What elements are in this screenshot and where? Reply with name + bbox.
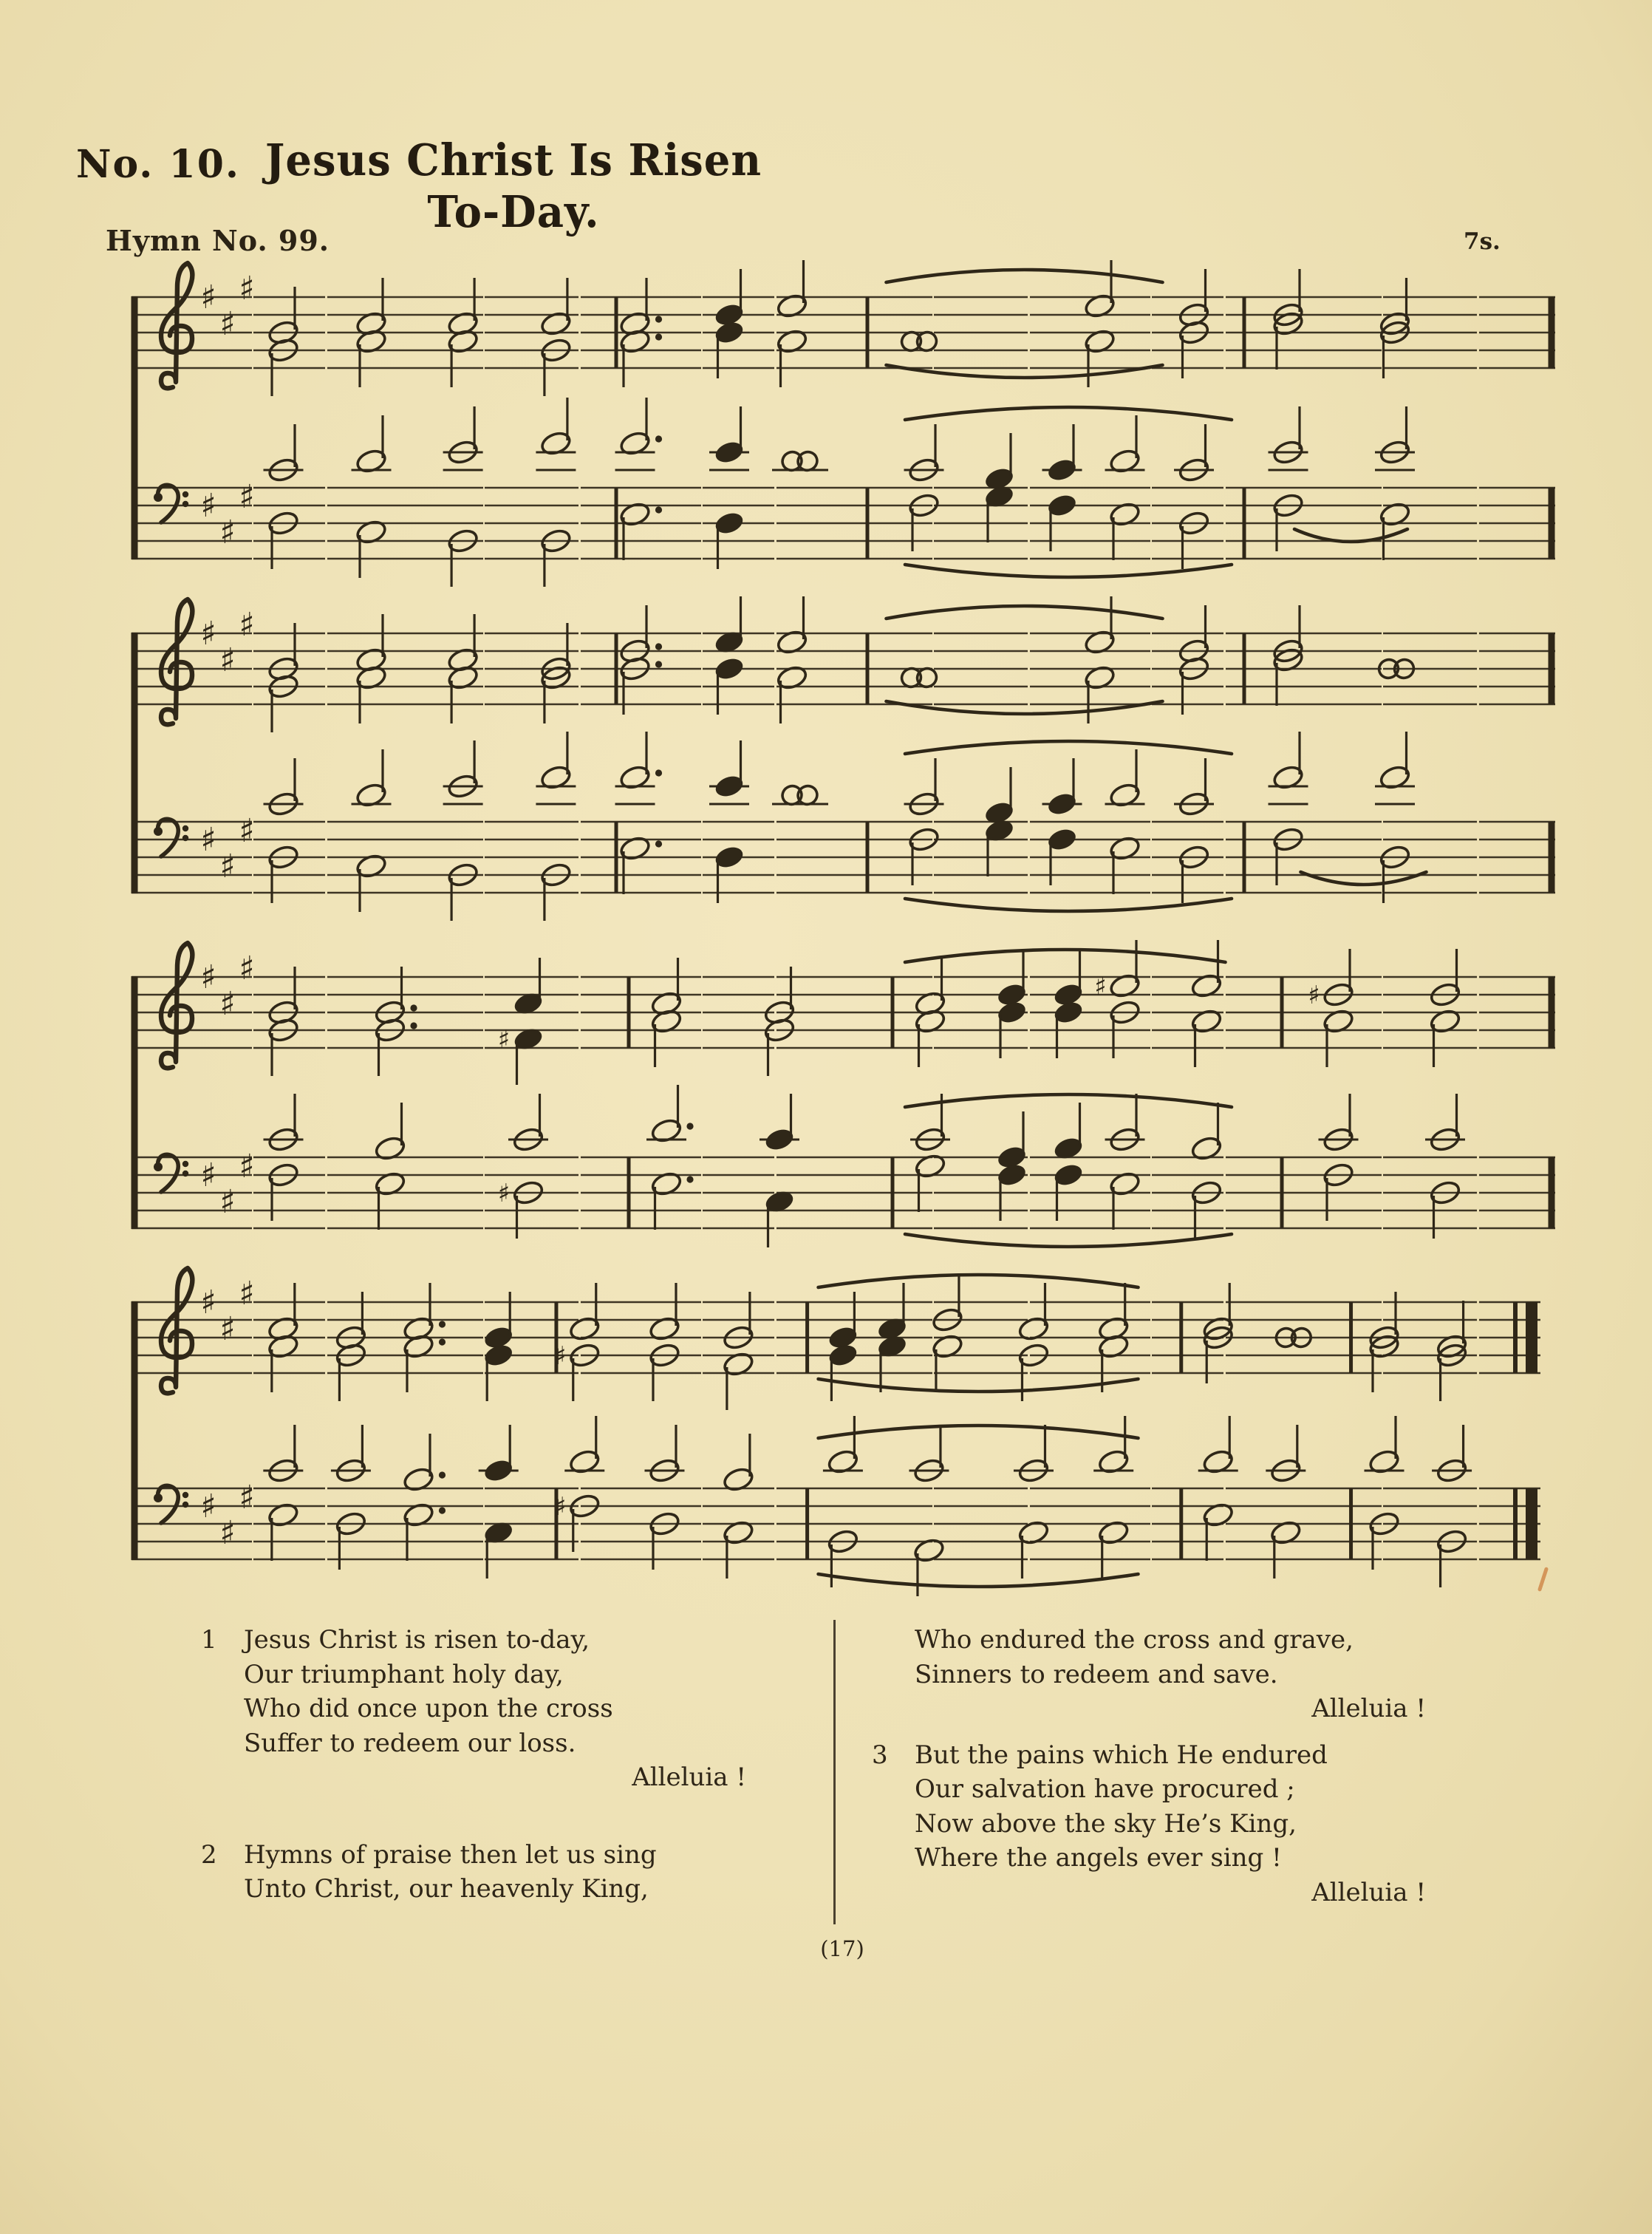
lyric-line: Who endured the cross and grave, [915,1625,1354,1655]
verse-number: 2 [201,1839,217,1870]
verse [201,1623,807,1795]
svg-text:♯: ♯ [200,615,216,653]
verse [915,1623,1432,1726]
svg-text:♯: ♯ [219,1310,236,1348]
hymn-reference: Hymn No. 99. [106,224,330,257]
svg-text:♯: ♯ [200,487,216,525]
svg-text:♯: ♯ [200,1157,216,1194]
page-number: (17) [820,1936,864,1961]
svg-text:♯: ♯ [219,1514,236,1552]
music-system-2 [132,596,1555,921]
verse-number: 1 [201,1625,217,1655]
music-system-1 [132,260,1555,587]
lyric-line: Our triumphant holy day, [244,1659,564,1689]
alleluia-refrain: Alleluia ! [632,1763,746,1792]
svg-text:♯: ♯ [239,1479,255,1516]
lyrics-column-right [872,1623,1432,1921]
svg-text:♯: ♯ [239,606,255,644]
lyric-line: Our salvation have procured ; [915,1774,1295,1804]
svg-text:♯: ♯ [239,1148,255,1185]
svg-text:♯: ♯ [554,1341,567,1371]
hymn-number: No. 10. [76,142,240,187]
svg-text:♯: ♯ [219,305,236,343]
lyric-line: Sinners to redeem and save. [915,1659,1278,1689]
lyric-line: Now above the sky He’s King, [915,1808,1297,1839]
svg-text:♯: ♯ [200,279,216,316]
meter-label: 7s. [1464,228,1501,255]
svg-text:♯: ♯ [239,1275,255,1312]
verse-number: 3 [872,1740,888,1770]
svg-text:♯: ♯ [239,812,255,850]
svg-text:♯: ♯ [200,958,216,996]
svg-text:♯: ♯ [200,1284,216,1321]
svg-text:♯: ♯ [219,848,236,885]
svg-text:♯: ♯ [554,1492,567,1522]
svg-text:♯: ♯ [200,821,216,859]
column-divider [833,1620,836,1924]
music-system-4 [132,1268,1540,1596]
svg-text:♯: ♯ [239,270,255,307]
svg-text:♯: ♯ [239,478,255,516]
svg-text:♯: ♯ [239,950,255,987]
lyric-line: But the pains which He endured [915,1740,1328,1770]
music-system-3 [132,940,1555,1247]
lyric-line: Suffer to redeem our loss. [244,1728,576,1758]
svg-text:♯: ♯ [1094,972,1107,1001]
svg-text:♯: ♯ [497,1179,511,1208]
alleluia-refrain: Alleluia ! [1311,1877,1426,1907]
page-title: Jesus Christ Is Risen To-Day. [264,134,762,238]
lyric-line: Who did once upon the cross [244,1694,613,1723]
alleluia-refrain: Alleluia ! [1311,1694,1426,1723]
lyric-line: Where the angels ever sing ! [915,1843,1282,1873]
svg-text:♯: ♯ [219,514,236,551]
lyric-line: Jesus Christ is risen to-day, [244,1625,590,1655]
svg-text:♯: ♯ [1308,981,1320,1010]
lyric-line: Hymns of praise then let us sing [244,1839,657,1870]
verse [872,1738,1432,1910]
lyric-line: Unto Christ, our heavenly King, [244,1874,649,1904]
verse [201,1838,807,1907]
svg-text:♯: ♯ [497,1025,511,1055]
svg-text:♯: ♯ [219,641,236,679]
svg-text:♯: ♯ [200,1488,216,1525]
svg-text:♯: ♯ [219,1183,236,1221]
svg-text:♯: ♯ [219,985,236,1023]
lyrics-column-left [201,1623,807,1918]
